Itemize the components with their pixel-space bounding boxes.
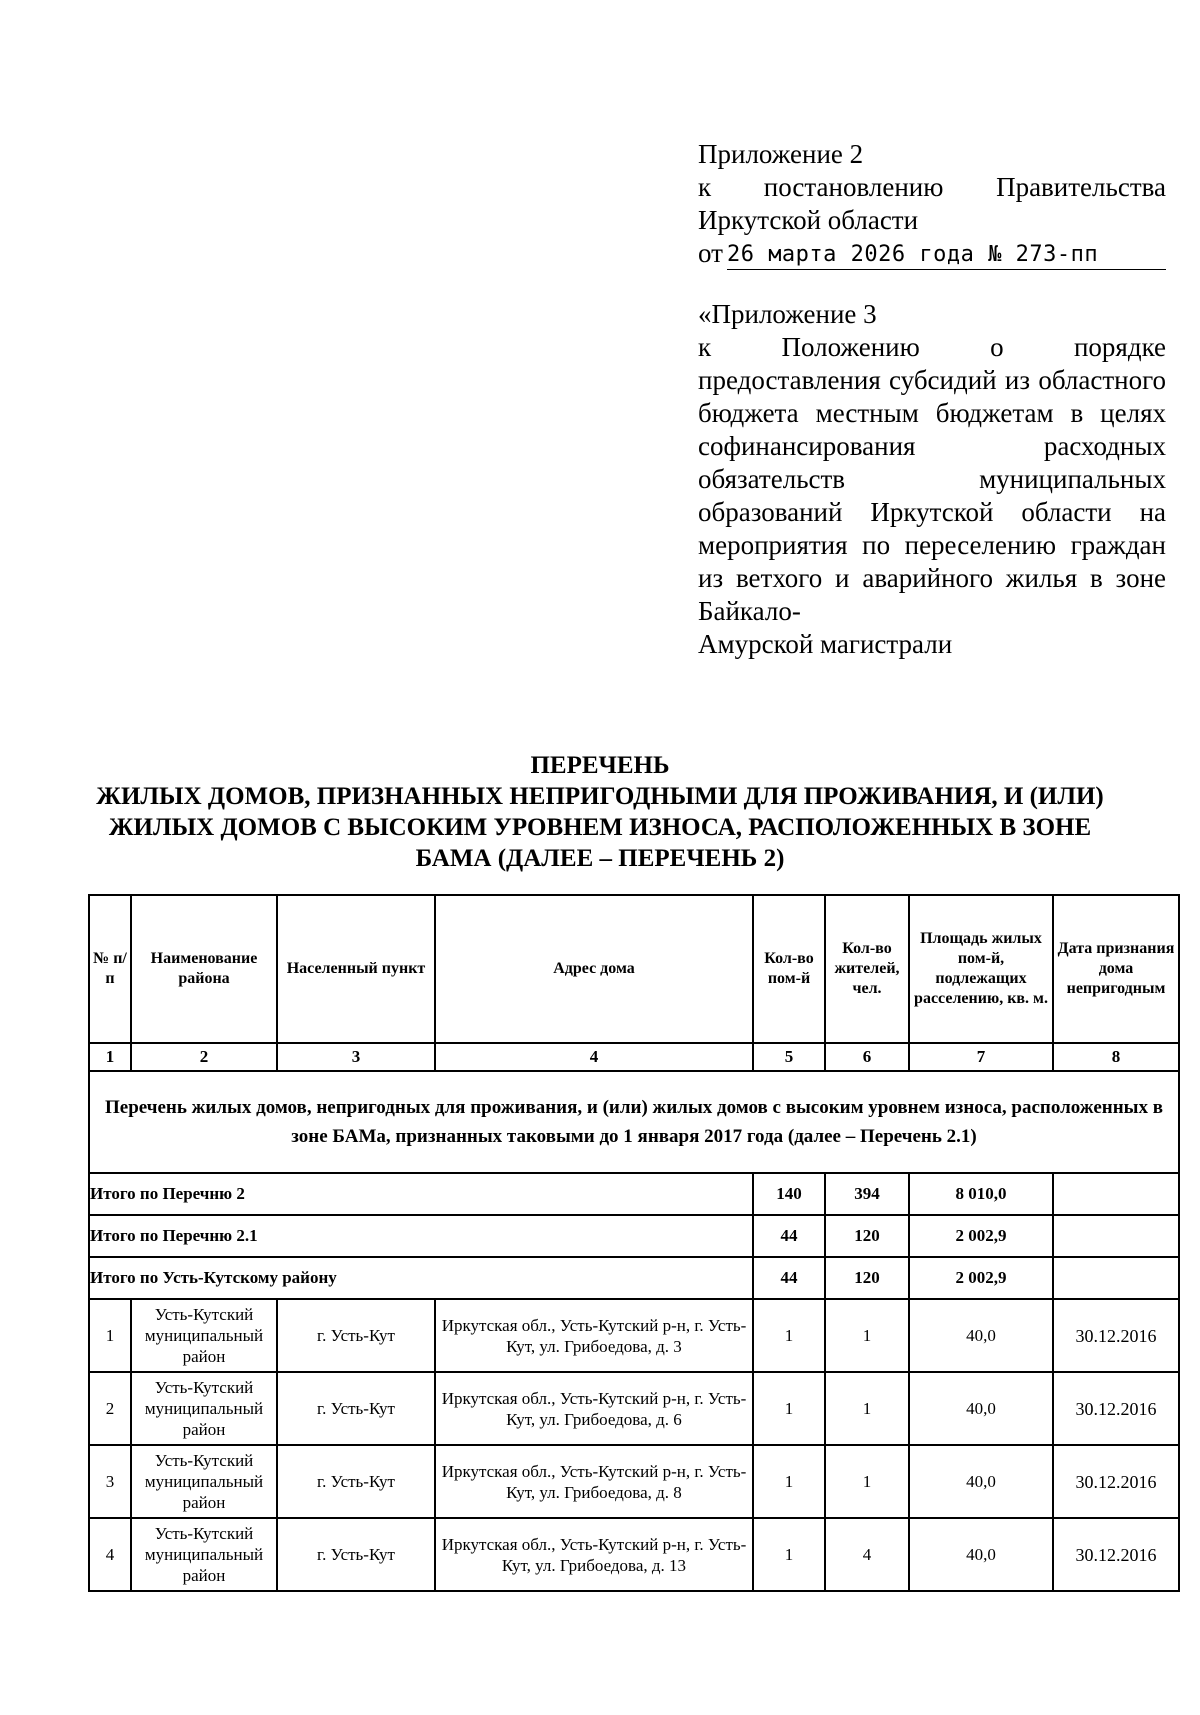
total-rooms: 44 (753, 1257, 825, 1299)
row-district: Усть-Кутский муниципальный район (131, 1299, 277, 1372)
total-row (89, 1173, 1179, 1215)
row-address: Иркутская обл., Усть-Кутский р-н, г. Усть-Кут, ул. Грибоедова, д. 13 (435, 1518, 753, 1591)
total-date-empty (1053, 1215, 1179, 1257)
row-number: 3 (89, 1445, 131, 1518)
row-rooms: 1 (753, 1518, 825, 1591)
header-district: Наименование района (131, 895, 277, 1043)
total-date-empty (1053, 1173, 1179, 1215)
header-no: № п/п (89, 895, 131, 1043)
column-number: 6 (825, 1043, 909, 1071)
section-title: Перечень жилых домов, непригодных для проживания, и (или) жилых домов с высоким уровнем износа, расположенных в зоне БАМа, признанных таковыми до 1 января 2017 года (далее – Перечень 2.1) (89, 1071, 1179, 1173)
table-row (89, 1518, 1179, 1591)
row-number: 1 (89, 1299, 131, 1372)
appendix-ref-regulation: к Положению о порядке (698, 332, 1166, 362)
appendix-ref-last-line: Амурской магистрали (698, 629, 953, 659)
row-date: 30.12.2016 (1053, 1299, 1179, 1372)
column-number-row (89, 1043, 1179, 1071)
column-number: 2 (131, 1043, 277, 1071)
total-residents: 120 (825, 1257, 909, 1299)
row-settlement: г. Усть-Кут (277, 1518, 435, 1591)
column-number: 4 (435, 1043, 753, 1071)
table-row (89, 1299, 1179, 1372)
total-label: Итого по Перечню 2.1 (89, 1215, 753, 1257)
row-district: Усть-Кутский муниципальный район (131, 1518, 277, 1591)
title-line-2: ЖИЛЫХ ДОМОВ, ПРИЗНАННЫХ НЕПРИГОДНЫМИ ДЛЯ ПРОЖИВАНИЯ, И (ИЛИ) (96, 783, 1104, 810)
housing-list-table (88, 894, 1180, 1592)
row-residents: 4 (825, 1518, 909, 1591)
row-rooms: 1 (753, 1372, 825, 1445)
row-rooms: 1 (753, 1445, 825, 1518)
total-area: 8 010,0 (909, 1173, 1053, 1215)
appendix-ref-body: предоставления субсидий из областного бюджета местным бюджетам в целях софинансирования расходных обязательств муниципальных образований Иркутской области на мероприятия по переселению граждан из ветхого и аварийного жилья в зоне Байкало- (698, 365, 1166, 626)
header-address: Адрес дома (435, 895, 753, 1043)
appendix-ref-number: «Приложение 3 (698, 299, 877, 329)
appendix-resolution-ref: к постановлению Правительства (698, 172, 1166, 202)
total-rooms: 44 (753, 1215, 825, 1257)
row-number: 2 (89, 1372, 131, 1445)
header-settlement: Населенный пункт (277, 895, 435, 1043)
appendix-number: Приложение 2 (698, 139, 864, 169)
appendix-reference (698, 298, 1166, 661)
total-label: Итого по Перечню 2 (89, 1173, 753, 1215)
title-line-3: ЖИЛЫХ ДОМОВ С ВЫСОКИМ УРОВНЕМ ИЗНОСА, РАСПОЛОЖЕННЫХ В ЗОНЕ (108, 814, 1092, 841)
section-title-row (89, 1071, 1179, 1173)
row-address: Иркутская обл., Усть-Кутский р-н, г. Усть-Кут, ул. Грибоедова, д. 3 (435, 1299, 753, 1372)
row-address: Иркутская обл., Усть-Кутский р-н, г. Усть-Кут, ул. Грибоедова, д. 8 (435, 1445, 753, 1518)
appendix-region: Иркутской области (698, 205, 919, 235)
row-rooms: 1 (753, 1299, 825, 1372)
row-residents: 1 (825, 1299, 909, 1372)
total-date-empty (1053, 1257, 1179, 1299)
header-area: Площадь жилых пом-й, подлежащих расселению, кв. м. (909, 895, 1053, 1043)
row-area: 40,0 (909, 1445, 1053, 1518)
column-number: 7 (909, 1043, 1053, 1071)
appendix-header (698, 138, 1166, 270)
column-number: 5 (753, 1043, 825, 1071)
row-address: Иркутская обл., Усть-Кутский р-н, г. Усть-Кут, ул. Грибоедова, д. 6 (435, 1372, 753, 1445)
column-number: 1 (89, 1043, 131, 1071)
row-settlement: г. Усть-Кут (277, 1299, 435, 1372)
total-row (89, 1215, 1179, 1257)
row-date: 30.12.2016 (1053, 1445, 1179, 1518)
total-label: Итого по Усть-Кутскому району (89, 1257, 753, 1299)
table-row (89, 1372, 1179, 1445)
row-residents: 1 (825, 1372, 909, 1445)
title-line-4: БАМА (ДАЛЕЕ – ПЕРЕЧЕНЬ 2) (415, 845, 785, 872)
table-row (89, 1445, 1179, 1518)
header-rooms: Кол-во пом-й (753, 895, 825, 1043)
row-date: 30.12.2016 (1053, 1518, 1179, 1591)
row-settlement: г. Усть-Кут (277, 1445, 435, 1518)
row-date: 30.12.2016 (1053, 1372, 1179, 1445)
total-row (89, 1257, 1179, 1299)
row-area: 40,0 (909, 1372, 1053, 1445)
document-title (80, 750, 1120, 874)
total-area: 2 002,9 (909, 1215, 1053, 1257)
date-prefix: от (698, 238, 723, 268)
row-area: 40,0 (909, 1299, 1053, 1372)
row-area: 40,0 (909, 1518, 1053, 1591)
column-number: 3 (277, 1043, 435, 1071)
header-date: Дата признания дома непригодным (1053, 895, 1179, 1043)
title-line-1: ПЕРЕЧЕНЬ (530, 752, 670, 779)
header-residents: Кол-во жителей, чел. (825, 895, 909, 1043)
total-rooms: 140 (753, 1173, 825, 1215)
row-district: Усть-Кутский муниципальный район (131, 1372, 277, 1445)
resolution-date: 26 марта 2026 года № 273-пп (727, 241, 1166, 270)
total-area: 2 002,9 (909, 1257, 1053, 1299)
row-number: 4 (89, 1518, 131, 1591)
total-residents: 394 (825, 1173, 909, 1215)
appendix-date-line (698, 237, 1166, 270)
total-residents: 120 (825, 1215, 909, 1257)
column-number: 8 (1053, 1043, 1179, 1071)
row-district: Усть-Кутский муниципальный район (131, 1445, 277, 1518)
table-header-row (89, 895, 1179, 1043)
row-settlement: г. Усть-Кут (277, 1372, 435, 1445)
row-residents: 1 (825, 1445, 909, 1518)
